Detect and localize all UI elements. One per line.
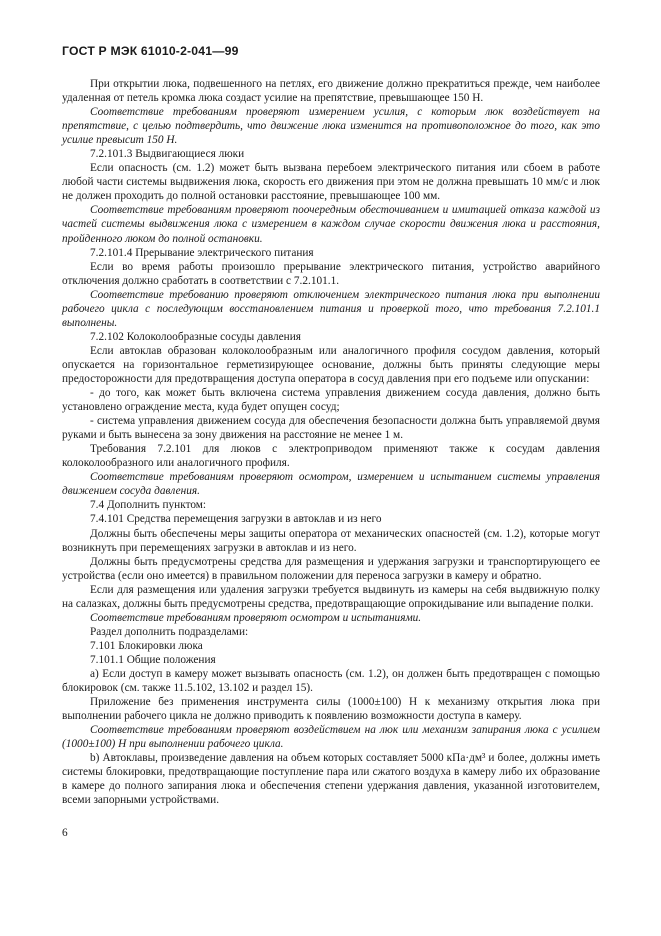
list-item-two-hand-control: - система управления движением сосуда для обеспечения безопасности должна быть управляемой двумя руками и быть вынесена за зону движения на расстояние не менее 1 м. (62, 415, 600, 442)
paragraph-check-force: Соответствие требованиям проверяют воздействием на люк или механизм запирания люка с усилием (1000±100) Н при выполнении рабочего цикла. (62, 724, 600, 751)
clause-heading-7-101-1: 7.101.1 Общие положения (90, 653, 216, 666)
paragraph-power-interruption: Если во время работы произошло прерывание электрического питания, устройство аварийного отключения должно сработать в соответствии с 7.2.101.1. (62, 260, 600, 287)
paragraph-sliding-door: Если опасность (см. 1.2) может быть вызвана перебоем электрического питания или сбоем в работе любой части системы выдвижения люка, скорость его движения при этом не должна превышать 10 мм/с и люк не должен проходить до полной остановки расстояние, превышающее 100 мм. (62, 162, 600, 203)
page-number: 6 (62, 827, 68, 839)
paragraph-force-application: Приложение без применения инструмента силы (1000±100) Н к механизму открытия люка при выполнении рабочего цикла не должно приводить к появлению возможности доступа в камеру. (62, 696, 600, 723)
clause-heading-7-101: 7.101 Блокировки люка (90, 639, 203, 652)
paragraph-hinged-door: При открытии люка, подвешенного на петлях, его движение должно прекратиться прежде, чем наиболее удаленная от петель кромка люка создаст усилие на препятствие, превышающее 150 Н. (62, 78, 600, 105)
clause-heading-7-4: 7.4 Дополнить пунктом: (90, 499, 207, 512)
document-code-header: ГОСТ Р МЭК 61010-2-041—99 (62, 44, 239, 58)
paragraph-check-bell-vessel: Соответствие требованиям проверяют осмотром, измерением и испытанием системы управления движением сосуда давления. (62, 471, 600, 498)
paragraph-check-hinged-door: Соответствие требованиям проверяют измерением усилия, с которым люк воздействует на препятствие, с целью подтвердить, что движение люка изменится на противоположное до того, как это усилие превысит 150 Н. (62, 106, 600, 147)
paragraph-bell-vessel: Если автоклав образован колоколообразным или аналогичного профиля сосудом давления, который опускается на горизонтальное герметизирующее основание, должны быть приняты следующие меры предосторожности для предотвращения доступа оператора в сосуд давления при его подъеме или опускании: (62, 344, 600, 385)
page-body (62, 77, 600, 807)
paragraph-add-subsections: Раздел дополнить подразделами: (90, 625, 249, 638)
paragraph-interlock-a: а) Если доступ в камеру может вызывать опасность (см. 1.2), он должен быть предотвращен с помощью блокировок (см. также 11.5.102, 13.102 и раздел 15). (62, 667, 600, 695)
clause-heading-7-2-101-3: 7.2.101.3 Выдвигающиеся люки (90, 148, 245, 161)
paragraph-load-protection: Должны быть обеспечены меры защиты оператора от механических опасностей (см. 1.2), которые могут возникнуть при перемещениях загрузки в автоклав и из него. (62, 527, 600, 554)
paragraph-check-load-handling: Соответствие требованиям проверяют осмотром и испытаниями. (90, 611, 422, 624)
clause-heading-7-2-102: 7.2.102 Колоколообразные сосуды давления (90, 330, 301, 343)
paragraph-interlock-b: b) Автоклавы, произведение давления на объем которых составляет 5000 кПа·дм³ и более, должны иметь системы блокировки, предотвращающие поступление пара или сжатого воздуха в камеру либо их образование в камере до полного запирания люка и обеспечения степени удержания давления, указанной изготовителем, всеми запорными устройствами. (62, 752, 600, 807)
clause-heading-7-2-101-4: 7.2.101.4 Прерывание электрического питания (90, 246, 314, 259)
paragraph-requirements-apply: Требования 7.2.101 для люков с электроприводом применяют также к сосудам давления колоколообразного или аналогичного профиля. (62, 443, 600, 470)
list-item-guard: - до того, как может быть включена система управления движением сосуда давления, должно быть установлено ограждение места, куда будет опущен сосуд; (62, 387, 600, 414)
paragraph-load-holding: Должны быть предусмотрены средства для размещения и удержания загрузки и транспортирующего ее устройства (если оно имеется) в правильном положении для переноса загрузки в камеру и обратно. (62, 555, 600, 582)
paragraph-check-power-interruption: Соответствие требованию проверяют отключением электрического питания люка при выполнении рабочего цикла с последующим восстановлением питания и проверкой того, что требования 7.2.101.1 выполнены. (62, 288, 600, 329)
paragraph-sliding-shelf: Если для размещения или удаления загрузки требуется выдвинуть из камеры на себя выдвижную полку на салазках, должны быть предусмотрены средства, предотвращающие опрокидывание или выпадение полки. (62, 583, 600, 610)
clause-heading-7-4-101: 7.4.101 Средства перемещения загрузки в автоклав и из него (90, 513, 382, 526)
paragraph-check-sliding-door: Соответствие требованиям проверяют поочередным обесточиванием и имитацией отказа каждой из частей системы выдвижения люка с измерением в каждом случае скорости движения люка и расстояния, пройденного люком до полной остановки. (62, 204, 600, 245)
